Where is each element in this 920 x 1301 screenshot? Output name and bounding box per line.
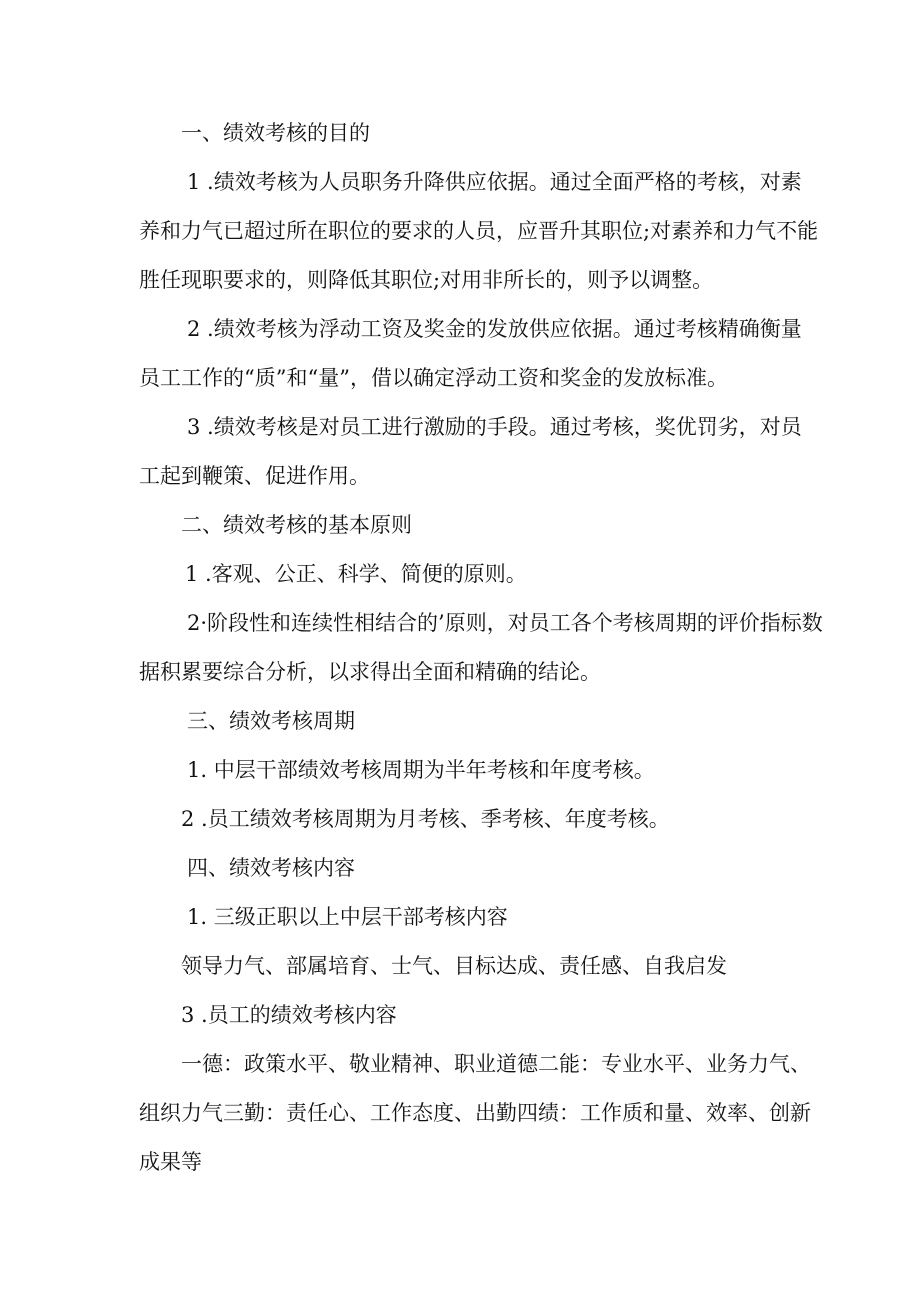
paragraph-line: 养和力气已超过所在职位的要求的人员，应晋升其职位;对素养和力气不能 (139, 219, 819, 243)
paragraph-line: 3 .绩效考核是对员工进行激励的手段。通过考核，奖优罚劣，对员 (187, 415, 802, 439)
paragraph-line: 组织力气三勤：责任心、工作态度、出勤四绩：工作质和量、效率、创新 (139, 1101, 811, 1125)
paragraph-line: 1. 三级正职以上中层干部考核内容 (187, 905, 508, 929)
heading-principles: 二、绩效考核的基本原则 (181, 513, 412, 537)
heading-cycle: 三、绩效考核周期 (187, 709, 355, 733)
paragraph-line: 据积累要综合分析，以求得出全面和精确的结论。 (139, 660, 601, 684)
paragraph-line: 成果等 (139, 1150, 202, 1174)
paragraph-line: 1 .绩效考核为人员职务升降供应依据。通过全面严格的考核，对素 (187, 170, 802, 194)
paragraph-line: 1. 中层干部绩效考核周期为半年考核和年度考核。 (187, 758, 655, 782)
paragraph-line: 2 .绩效考核为浮动工资及奖金的发放供应依据。通过考核精确衡量 (187, 317, 802, 341)
paragraph-line: 2·阶段性和连续性相结合的’原则，对员工各个考核周期的评价指标数 (187, 611, 823, 635)
heading-content: 四、绩效考核内容 (187, 856, 355, 880)
paragraph-line: 一德：政策水平、敬业精神、职业道德二能：专业水平、业务力气、 (181, 1052, 811, 1076)
paragraph-line: 领导力气、部属培育、士气、目标达成、责任感、自我启发 (181, 954, 727, 978)
heading-purpose: 一、绩效考核的目的 (181, 121, 370, 145)
paragraph-line: 1 .客观、公正、科学、简便的原则。 (185, 562, 527, 586)
paragraph-line: 2 .员工绩效考核周期为月考核、季考核、年度考核。 (181, 807, 670, 831)
paragraph-line: 员工工作的“质”和“量”，借以确定浮动工资和奖金的发放标准。 (139, 366, 728, 390)
paragraph-line: 胜任现职要求的，则降低其职位;对用非所长的，则予以调整。 (139, 268, 714, 292)
paragraph-line: 3 .员工的绩效考核内容 (181, 1003, 397, 1027)
paragraph-line: 工起到鞭策、促进作用。 (139, 464, 370, 488)
